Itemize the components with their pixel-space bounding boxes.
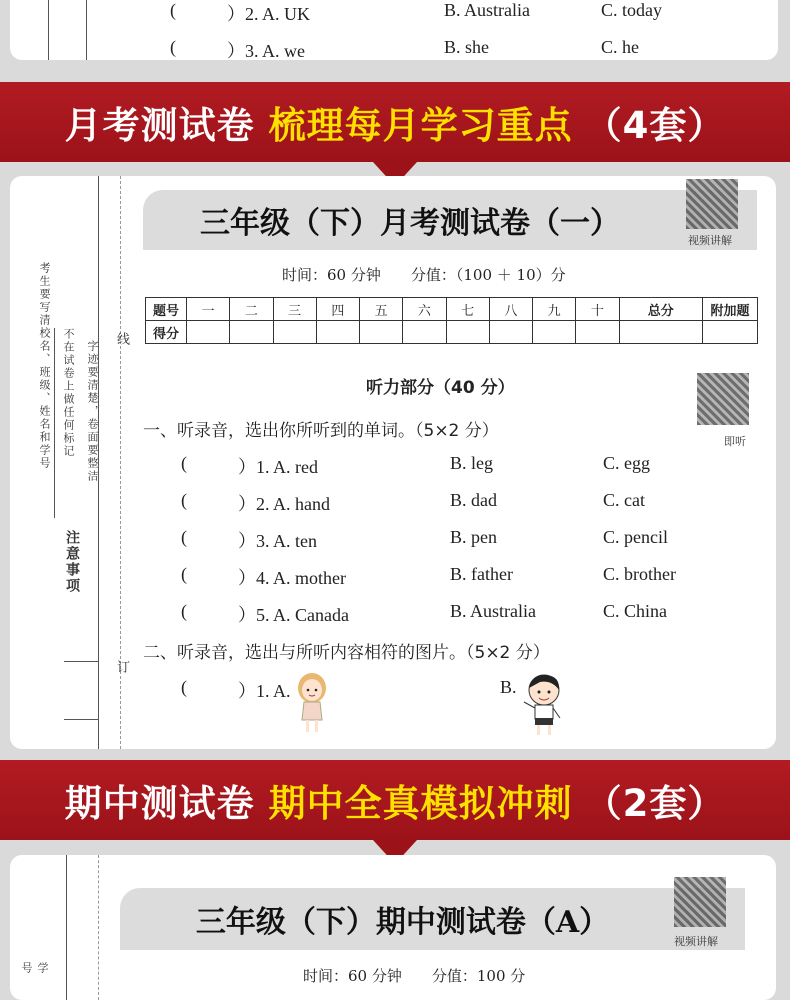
exam-title: 三年级（下）月考测试卷（一） <box>200 206 620 241</box>
signature-line <box>64 661 98 662</box>
answer-bracket: ( <box>181 677 187 697</box>
score-header: 三 <box>273 298 316 321</box>
cut-line-mark: 线 <box>114 332 129 347</box>
score-cell <box>187 321 230 344</box>
section-one-heading: 一、听录音，选出你所听到的单词。（5×2 分） <box>143 421 499 441</box>
question-number: ）2. A. UK <box>227 4 311 24</box>
exam-title-bar <box>120 888 745 950</box>
notice-line-1: 考生要写清校名、班级、姓名和学号 <box>38 262 51 470</box>
score-cell <box>576 321 619 344</box>
margin-line <box>86 0 87 60</box>
banner-lead: 期中测试卷 <box>64 782 255 825</box>
answer-bracket: ( <box>181 453 187 473</box>
score-cell <box>619 321 703 344</box>
score-header-row <box>146 298 758 321</box>
answer-bracket: ( <box>181 527 187 547</box>
notice-line-3: 字迹要清楚，卷面要整洁 <box>86 340 99 483</box>
option-b: B. Australia <box>444 0 530 20</box>
score-header: 二 <box>230 298 273 321</box>
listening-title: 听力部分（40 分） <box>366 378 515 398</box>
margin-line <box>48 0 49 60</box>
answer-bracket: ( <box>181 564 187 584</box>
question-number: ）1. A. red <box>238 457 318 477</box>
score-cell <box>703 321 758 344</box>
answer-bracket: ( <box>170 0 176 20</box>
banner-highlight: 梳理每月学习重点 <box>268 104 573 147</box>
option-c: C. today <box>601 0 662 20</box>
question-number: ）3. A. we <box>227 41 305 61</box>
banner-highlight: 期中全真模拟冲刺 <box>268 782 573 825</box>
score-cell <box>533 321 576 344</box>
banner-count: （4套） <box>584 104 726 147</box>
notice-line-2: 不在试卷上做任何标记 <box>62 328 75 458</box>
score-header: 五 <box>360 298 403 321</box>
option-b: B. pen <box>450 527 497 547</box>
score-cell <box>273 321 316 344</box>
answer-bracket: ( <box>181 601 187 621</box>
option-c: C. egg <box>603 453 650 473</box>
question-number: ）1. A. <box>238 681 291 701</box>
exam-title-bar <box>143 190 757 250</box>
girl-illustration <box>292 672 332 736</box>
score-row-label: 得分 <box>146 321 187 344</box>
answer-bracket: ( <box>170 37 176 57</box>
notice-bracket <box>54 328 55 518</box>
listen-qr-label: 即听 <box>724 435 746 448</box>
student-id-label: 学号 <box>20 962 49 975</box>
question-number: ）4. A. mother <box>238 568 346 588</box>
option-b: B. leg <box>450 453 493 473</box>
score-header: 四 <box>316 298 359 321</box>
option-c: C. China <box>603 601 668 621</box>
video-qr-label: 视频讲解 <box>674 935 718 948</box>
section-two-heading: 二、听录音，选出与所听内容相符的图片。（5×2 分） <box>143 643 550 663</box>
score-header: 总分 <box>619 298 703 321</box>
answer-bracket: ( <box>181 490 187 510</box>
score-header: 十 <box>576 298 619 321</box>
boy-illustration <box>520 672 566 738</box>
signature-line <box>64 719 98 720</box>
option-b: B. father <box>450 564 513 584</box>
score-value-row <box>146 321 758 344</box>
score-cell <box>446 321 489 344</box>
exam-meta: 时间：60 分钟 分值：100 分 <box>303 967 526 985</box>
midterm-test-banner <box>0 760 790 840</box>
margin-line <box>66 855 67 1000</box>
option-b: B. Australia <box>450 601 536 621</box>
banner-lead: 月考测试卷 <box>64 104 255 147</box>
previous-exam-card <box>10 0 778 60</box>
notice-heading: 注意事项 <box>64 530 80 594</box>
exam-meta: 时间：60 分钟 分值：（100 ＋ 10）分 <box>282 266 566 284</box>
score-cell <box>360 321 403 344</box>
option-c: C. he <box>601 37 639 57</box>
score-header: 七 <box>446 298 489 321</box>
score-header: 九 <box>533 298 576 321</box>
option-b: B. she <box>444 37 489 57</box>
video-qr-code[interactable] <box>686 179 738 229</box>
video-qr-code[interactable] <box>674 877 726 927</box>
banner-count: （2套） <box>584 782 726 825</box>
monthly-test-banner <box>0 82 790 162</box>
score-cell <box>403 321 446 344</box>
video-qr-label: 视频讲解 <box>688 234 732 247</box>
binding-line <box>98 855 99 1000</box>
binding-mark: 订 <box>114 660 129 675</box>
score-header: 八 <box>489 298 532 321</box>
score-header: 附加题 <box>703 298 758 321</box>
option-c: C. pencil <box>603 527 668 547</box>
option-c: C. brother <box>603 564 676 584</box>
score-header: 题号 <box>146 298 187 321</box>
option-b: B. dad <box>450 490 497 510</box>
option-c: C. cat <box>603 490 645 510</box>
score-cell <box>230 321 273 344</box>
score-header: 六 <box>403 298 446 321</box>
question-number: ）5. A. Canada <box>238 605 349 625</box>
listen-qr-code[interactable] <box>697 373 749 425</box>
question-number: ）2. A. hand <box>238 494 330 514</box>
score-cell <box>316 321 359 344</box>
score-cell <box>489 321 532 344</box>
option-b: B. <box>500 677 517 697</box>
question-number: ）3. A. ten <box>238 531 317 551</box>
score-table <box>145 297 758 344</box>
score-header: 一 <box>187 298 230 321</box>
exam-title: 三年级（下）期中测试卷（A） <box>195 905 610 940</box>
